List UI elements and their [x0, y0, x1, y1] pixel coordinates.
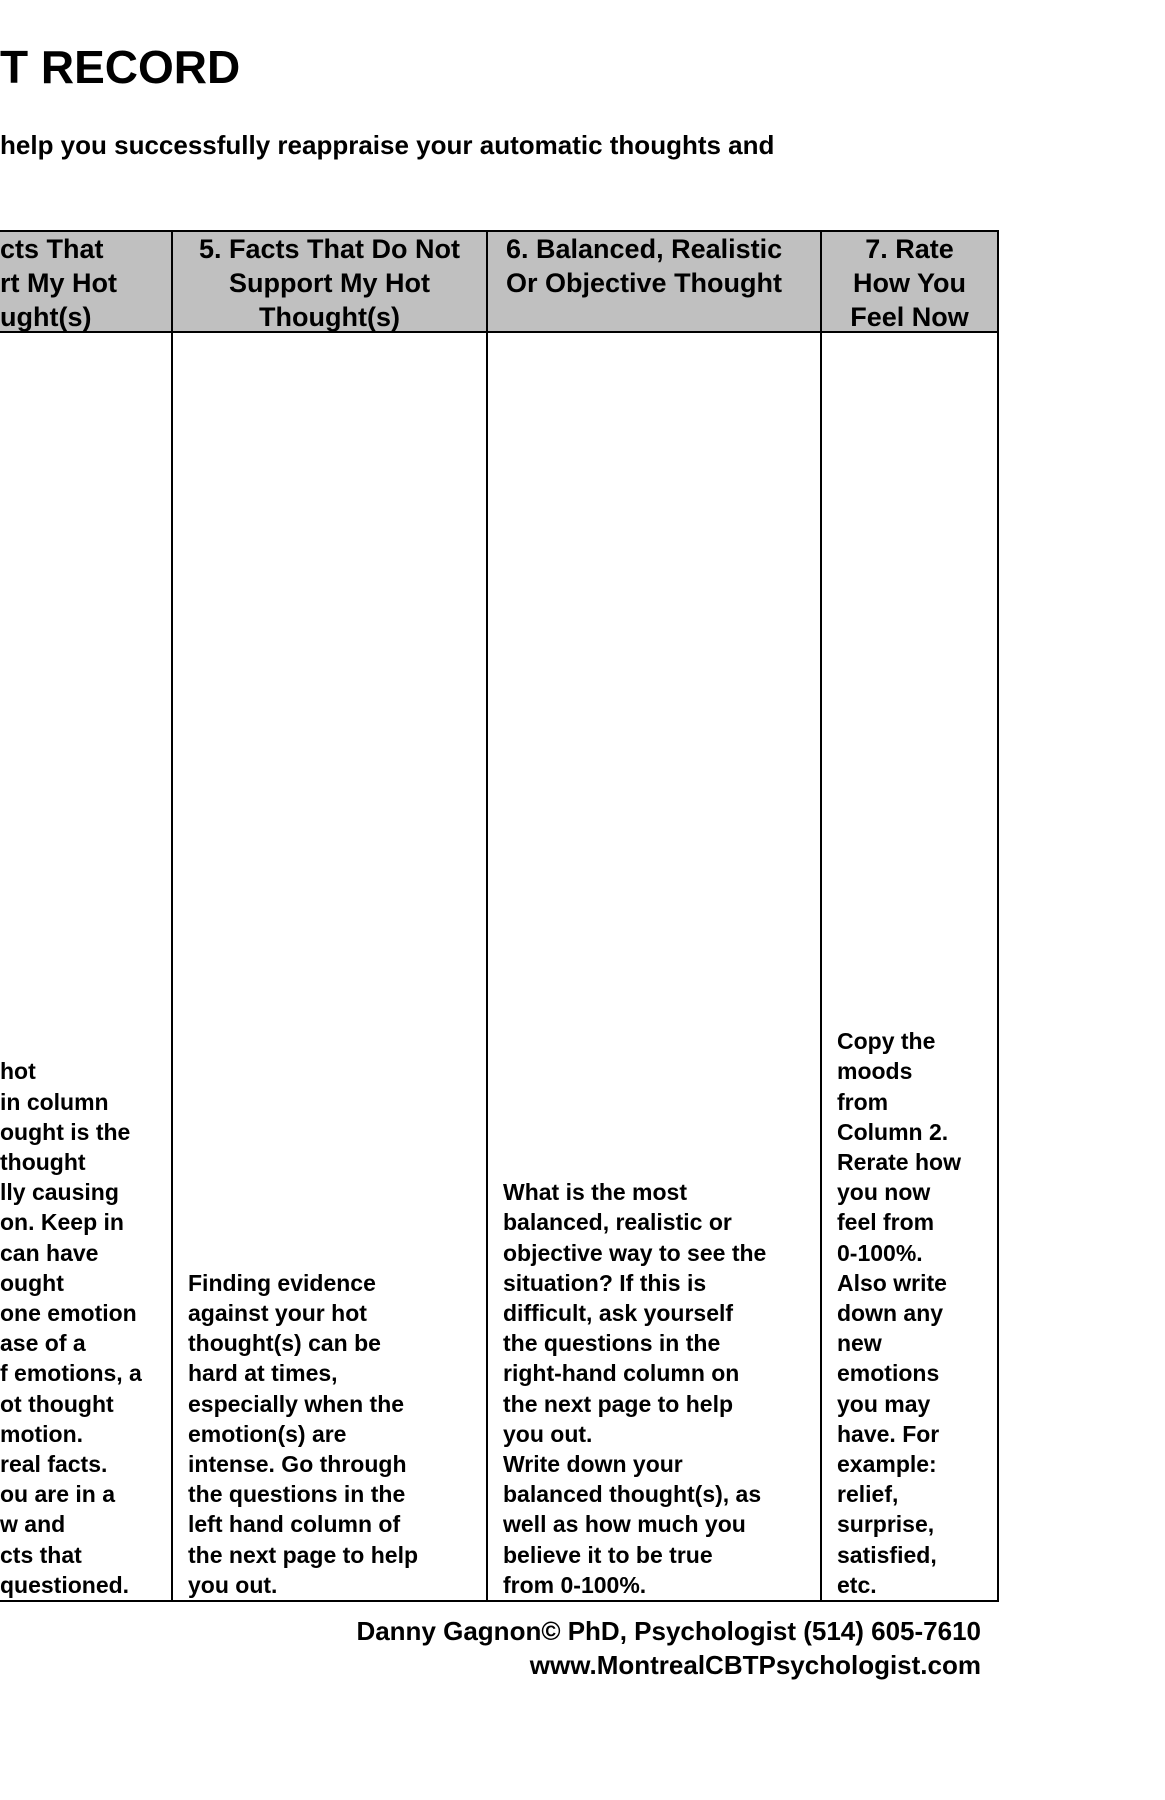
column-instructions: hot in column ought is the thought lly causing on. Keep in can have ought one emotion ase of a f emotions, a ot thought motion. real facts. ou are in a w and cts that questioned. — [0, 1058, 142, 1598]
column-instructions: Finding evidence against your hot thought(s) can be hard at times, especially when the emotion(s) are intense. Go through the questions in the left hand column of the next page to help you out. — [188, 1269, 419, 1598]
column-entry-area[interactable] — [0, 333, 171, 1600]
column-header: cts That rt My Hot ught(s) — [0, 232, 171, 333]
column-instructions: Copy the moods from Column 2. Rerate how you now feel from 0-100%. Also write down any new emotions you may have. For example: relief, surprise, satisfied, etc. — [837, 1028, 961, 1598]
column-entry-area[interactable] — [488, 333, 820, 1600]
column-rate-feel-now — [822, 232, 997, 1600]
footer-author: Danny Gagnon© PhD, Psychologist (514) 605-7610 — [356, 1616, 981, 1646]
thought-record-table — [0, 230, 999, 1602]
footer-website: www.MontrealCBTPsychologist.com — [529, 1650, 981, 1680]
column-balanced-thought — [488, 232, 822, 1600]
column-entry-area[interactable] — [173, 333, 486, 1600]
column-entry-area[interactable] — [822, 333, 997, 1600]
column-header: 5. Facts That Do Not Support My Hot Thought(s) — [173, 232, 486, 333]
page-subtitle: help you successfully reappraise your automatic thoughts and — [0, 130, 775, 160]
column-facts-support — [0, 232, 173, 1600]
page-title: T RECORD — [0, 41, 241, 93]
column-facts-not-support — [173, 232, 488, 1600]
column-header: 7. Rate How You Feel Now — [822, 232, 997, 333]
column-instructions: What is the most balanced, realistic or objective way to see the situation? If this is difficult, ask yourself the questions in the right-hand column on the next page to help you out. Write down your balanced thought(s), as well as how much you believe it to be true from 0-100%. — [503, 1179, 767, 1598]
column-header: 6. Balanced, Realistic Or Objective Thought — [488, 232, 820, 333]
